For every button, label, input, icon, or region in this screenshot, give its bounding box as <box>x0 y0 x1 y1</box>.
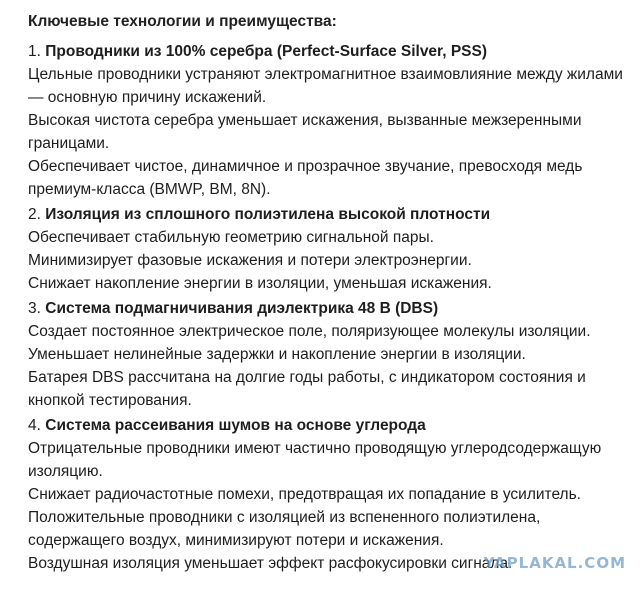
paragraph: Снижает накопление энергии в изоляции, уменьшая искажения. <box>28 275 492 292</box>
paragraph: Обеспечивает стабильную геометрию сигнальной пары. <box>28 229 434 246</box>
section-dbs <box>28 297 628 412</box>
section-title <box>28 297 628 320</box>
section-title <box>28 40 628 63</box>
paragraph: Высокая чистота серебра уменьшает искажения, вызванные межзеренными границами. <box>28 112 582 152</box>
paragraph: Обеспечивает чистое, динамичное и прозрачное звучание, превосходя медь премиум-класса (BMWP, BM, 8N). <box>28 158 583 198</box>
section-title-text: Система рассеивания шумов на основе углерода <box>45 417 426 434</box>
watermark: YAPLAKAL.COM <box>483 554 626 572</box>
section-title <box>28 203 628 226</box>
paragraph: Снижает радиочастотные помехи, предотвращая их попадание в усилитель. <box>28 486 581 503</box>
paragraph: Создает постоянное электрическое поле, поляризующее молекулы изоляции. <box>28 323 591 340</box>
document-heading: Ключевые технологии и преимущества: <box>28 13 337 30</box>
section-title-text: Система подмагничивания диэлектрика 48 В (DBS) <box>45 300 439 317</box>
section-number: 2. <box>28 206 41 223</box>
paragraph: Отрицательные проводники имеют частично проводящую углеродсодержащую изоляцию. <box>28 440 602 480</box>
paragraph: Батарея DBS рассчитана на долгие годы работы, с индикатором состояния и кнопкой тестирования. <box>28 369 586 409</box>
paragraph: Положительные проводники с изоляцией из вспененного полиэтилена, содержащего воздух, минимизируют потери и искажения. <box>28 509 541 549</box>
document-body <box>28 10 628 577</box>
section-title <box>28 414 628 437</box>
paragraph: Воздушная изоляция уменьшает эффект расфокусировки сигнала. <box>28 555 513 572</box>
paragraph: Минимизирует фазовые искажения и потери электроэнергии. <box>28 252 472 269</box>
section-title-text: Проводники из 100% серебра (Perfect-Surface Silver, PSS) <box>45 43 488 60</box>
paragraph: Уменьшает нелинейные задержки и накопление энергии в изоляции. <box>28 346 526 363</box>
section-carbon-noise <box>28 414 628 575</box>
section-title-text: Изоляция из сплошного полиэтилена высокой плотности <box>45 206 491 223</box>
section-pss <box>28 40 628 201</box>
section-number: 3. <box>28 300 41 317</box>
section-number: 4. <box>28 417 41 434</box>
section-number: 1. <box>28 43 41 60</box>
paragraph: Цельные проводники устраняют электромагнитное взаимовлияние между жилами — основную причину искажений. <box>28 66 623 106</box>
section-polyethylene <box>28 203 628 295</box>
